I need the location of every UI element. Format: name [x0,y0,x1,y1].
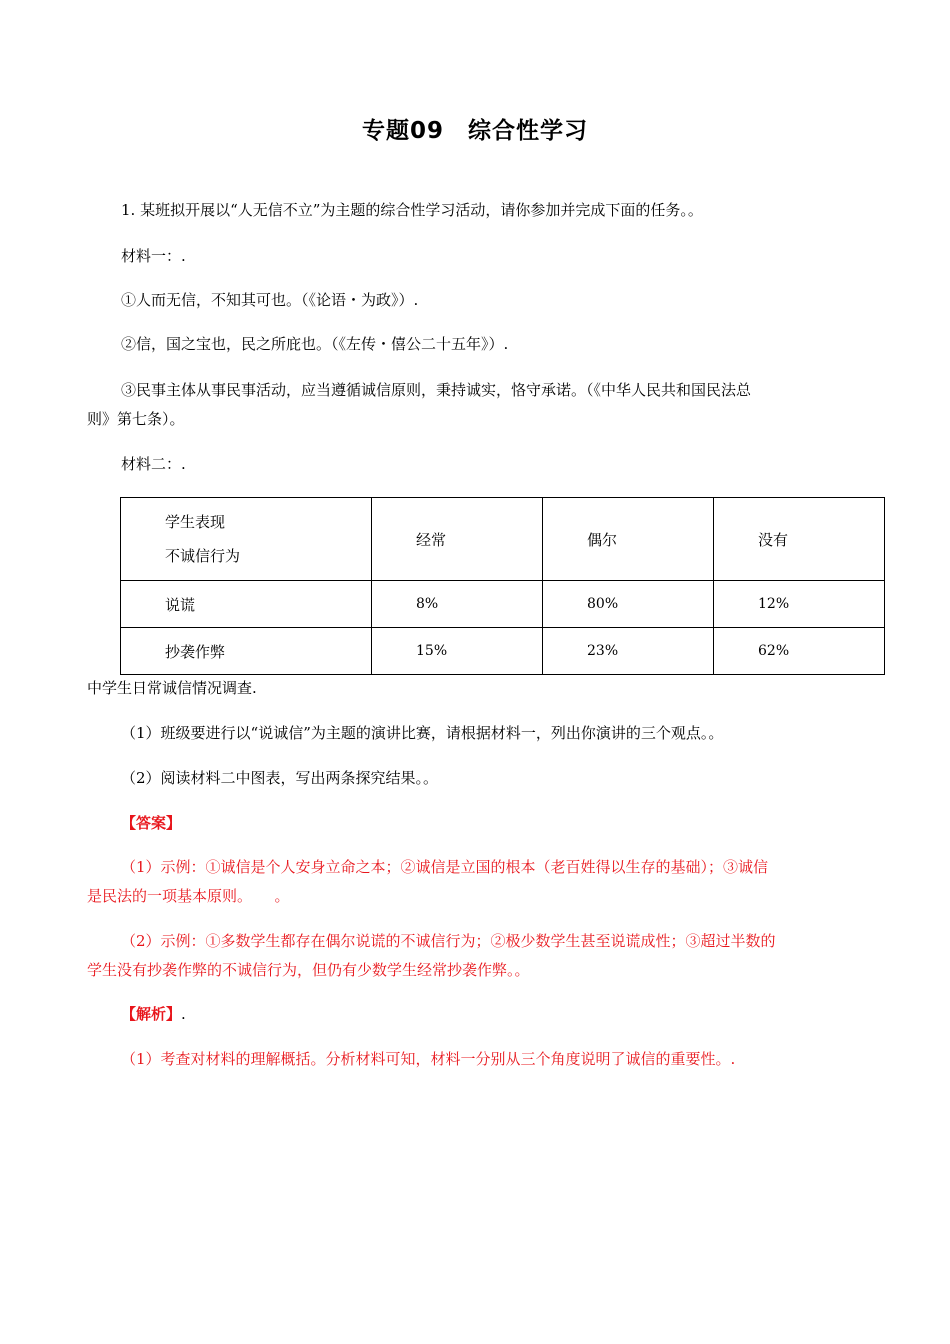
cell-value: 23% [543,628,714,675]
material1-item-3-cont: 则》第七条）。 [87,410,185,428]
answer-2-line-1: （2）示例：①多数学生都存在偶尔说谎的不诚信行为；②极少数学生甚至说谎成性；③超过半数的 [121,932,776,950]
question-stem: 1. 某班拟开展以“人无信不立”为主题的综合性学习活动，请你参加并完成下面的任务。。 [121,201,703,219]
analysis-label-suffix: . [181,1005,186,1023]
cell-value: 8% [372,581,543,628]
table-caption: 中学生日常诚信情况调查. [87,679,257,697]
task-2: （2）阅读材料二中图表，写出两条探究结果。。 [121,769,439,787]
analysis-line-1: （1）考查对材料的理解概括。分析材料可知，材料一分别从三个角度说明了诚信的重要性。. [121,1050,736,1068]
header-top-label: 学生表现 [165,513,226,531]
answer-1-line-2: 是民法的一项基本原则。 。 [87,887,290,905]
material1-item-1: ①人而无信，不知其可也。（《论语・为政》）. [121,291,419,309]
material2-label: 材料二：. [121,455,186,473]
analysis-heading [87,1000,896,1029]
material1-item-2: ②信，国之宝也，民之所庇也。（《左传・僖公二十五年》）. [121,335,509,353]
col-header-occasionally: 偶尔 [543,498,714,581]
cell-value: 62% [714,628,885,675]
col-header-often: 经常 [372,498,543,581]
analysis-label: 【解析】 [121,1005,182,1023]
cell-value: 12% [714,581,885,628]
cell-value: 80% [543,581,714,628]
material1-item-3: ③民事主体从事民事活动，应当遵循诚信原则，秉持诚实，恪守承诺。（《中华人民共和国民法总 [121,381,752,399]
survey-table [120,497,885,675]
table-row [121,581,885,628]
row-label-cheating: 抄袭作弊 [121,628,372,675]
header-bottom-label: 不诚信行为 [165,547,241,565]
table-header-corner [121,498,372,581]
answer-1-line-1: （1）示例：①诚信是个人安身立命之本；②诚信是立国的根本（老百姓得以生存的基础）；③诚信 [121,858,769,876]
table-row [121,628,885,675]
material1-label: 材料一：. [121,247,186,265]
row-label-lying: 说谎 [121,581,372,628]
task-1: （1）班级要进行以“说诚信”为主题的演讲比赛，请根据材料一，列出你演讲的三个观点。。 [121,724,724,742]
cell-value: 15% [372,628,543,675]
answer-label: 【答案】 [121,814,182,832]
answer-2-line-2: 学生没有抄袭作弊的不诚信行为，但仍有少数学生经常抄袭作弊。。 [87,961,530,979]
page-title: 专题09 综合性学习 [361,118,588,144]
col-header-never: 没有 [714,498,885,581]
